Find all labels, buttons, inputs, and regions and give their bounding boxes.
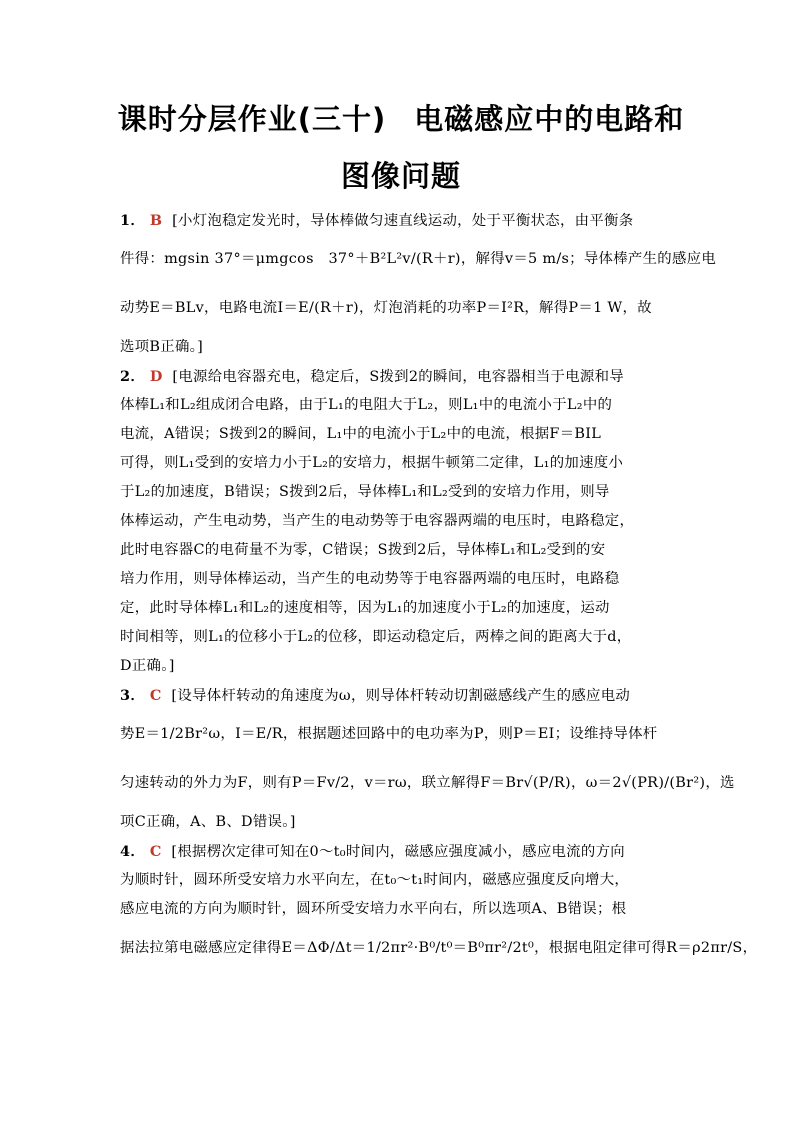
answer-number: 1． [120, 212, 146, 229]
answer-2-line-1 [120, 362, 680, 391]
title-part-a: 课时分层作业(三十) [117, 102, 387, 136]
answer-2-line-2: 体棒L₁和L₂组成闭合电路，由于L₁的电阻大于L₂，则L₁中的电流小于L₂中的 [120, 397, 613, 413]
answer-2-line-10: 时间相等，则L₁的位移小于L₂的位移，即运动稳定后，两棒之间的距离大于d， [120, 629, 632, 645]
answer-choice: C [149, 687, 162, 704]
answer-text: [设导体杆转动的角速度为ω，则导体杆转动切割磁感线产生的感应电动 [171, 688, 631, 704]
answer-3-line-2: 势E＝1/2Br²ω，I＝E/R，根据题述回路中的电功率为P，则P＝EI；设维持导体杆 [120, 726, 658, 742]
page-title-line-2: 图像问题 [340, 159, 461, 193]
title-part-b: 电磁感应中的电路和 [414, 102, 685, 136]
answer-4-line-4: 据法拉第电磁感应定律得E＝ΔΦ/Δt＝1/2πr²·B⁰/t⁰＝B⁰πr²/2t⁰，根据电阻定律可得R＝ρ2πr/S， [120, 940, 758, 956]
answer-text: [电源给电容器充电，稳定后，S拨到2的瞬间，电容器相当于电源和导 [172, 369, 624, 385]
answer-number: 3． [120, 687, 146, 704]
answer-text: [根据楞次定律可知在0～t₀时间内，磁感应强度减小，感应电流的方向 [171, 844, 625, 860]
answer-choice: C [149, 843, 162, 860]
answer-2-line-8: 培力作用，则导体棒运动，当产生的电动势等于电容器两端的电压时，电路稳 [120, 571, 620, 587]
answer-4-line-1 [120, 837, 680, 866]
page-title-line-1 [0, 97, 794, 138]
answer-1-line-1 [120, 206, 680, 235]
answer-2-line-11: D正确。] [120, 658, 175, 674]
answer-number: 4． [120, 843, 146, 860]
answer-choice: B [149, 212, 163, 229]
answer-number: 2． [120, 368, 146, 385]
answer-2-line-6: 体棒运动，产生电动势，当产生的电动势等于电容器两端的电压时，电路稳定， [120, 513, 635, 529]
answer-choice: D [149, 368, 163, 385]
answer-2-line-9: 定，此时导体棒L₁和L₂的速度相等，因为L₁的加速度小于L₂的加速度，运动 [120, 600, 610, 616]
answer-2-line-7: 此时电容器C的电荷量不为零，C错误；S拨到2后，导体棒L₁和L₂受到的安 [120, 542, 606, 558]
answer-4-line-3: 感应电流的方向为顺时针，圆环所受安培力水平向右，所以选项A、B错误；根 [120, 901, 627, 917]
answer-1-line-2: 件得：mgsin 37°＝μmgcos 37°＋B²L²v/(R＋r)，解得v＝5 m/s；导体棒产生的感应电 [120, 251, 717, 267]
answer-2-line-4: 可得，则L₁受到的安培力小于L₂的安培力，根据牛顿第二定律，L₁的加速度小 [120, 455, 624, 471]
answer-list [120, 206, 758, 973]
answer-2-line-3: 电流，A错误；S拨到2的瞬间，L₁中的电流小于L₂中的电流，根据F＝BIL [120, 426, 602, 442]
answer-4-line-2: 为顺时针，圆环所受安培力水平向左，在t₀～t₁时间内，磁感应强度反向增大， [120, 872, 630, 888]
answer-text: [小灯泡稳定发光时，导体棒做匀速直线运动，处于平衡状态，由平衡条 [172, 213, 634, 229]
answer-1-line-4: 选项B正确。] [120, 339, 204, 355]
answer-3-line-4: 项C正确，A、B、D错误。] [120, 814, 296, 830]
answer-3-line-3: 匀速转动的外力为F，则有P＝Fv/2，v＝rω，联立解得F＝Br√(P/R)，ω＝2√(PR)/(Br²)，选 [120, 775, 735, 791]
answer-2-line-5: 于L₂的加速度，B错误；S拨到2后，导体棒L₁和L₂受到的安培力作用，则导 [120, 484, 610, 500]
answer-1-line-3: 动势E＝BLv，电路电流I＝E/(R＋r)，灯泡消耗的功率P＝I²R，解得P＝1 W，故 [120, 300, 652, 316]
answer-3-line-1 [120, 681, 680, 710]
